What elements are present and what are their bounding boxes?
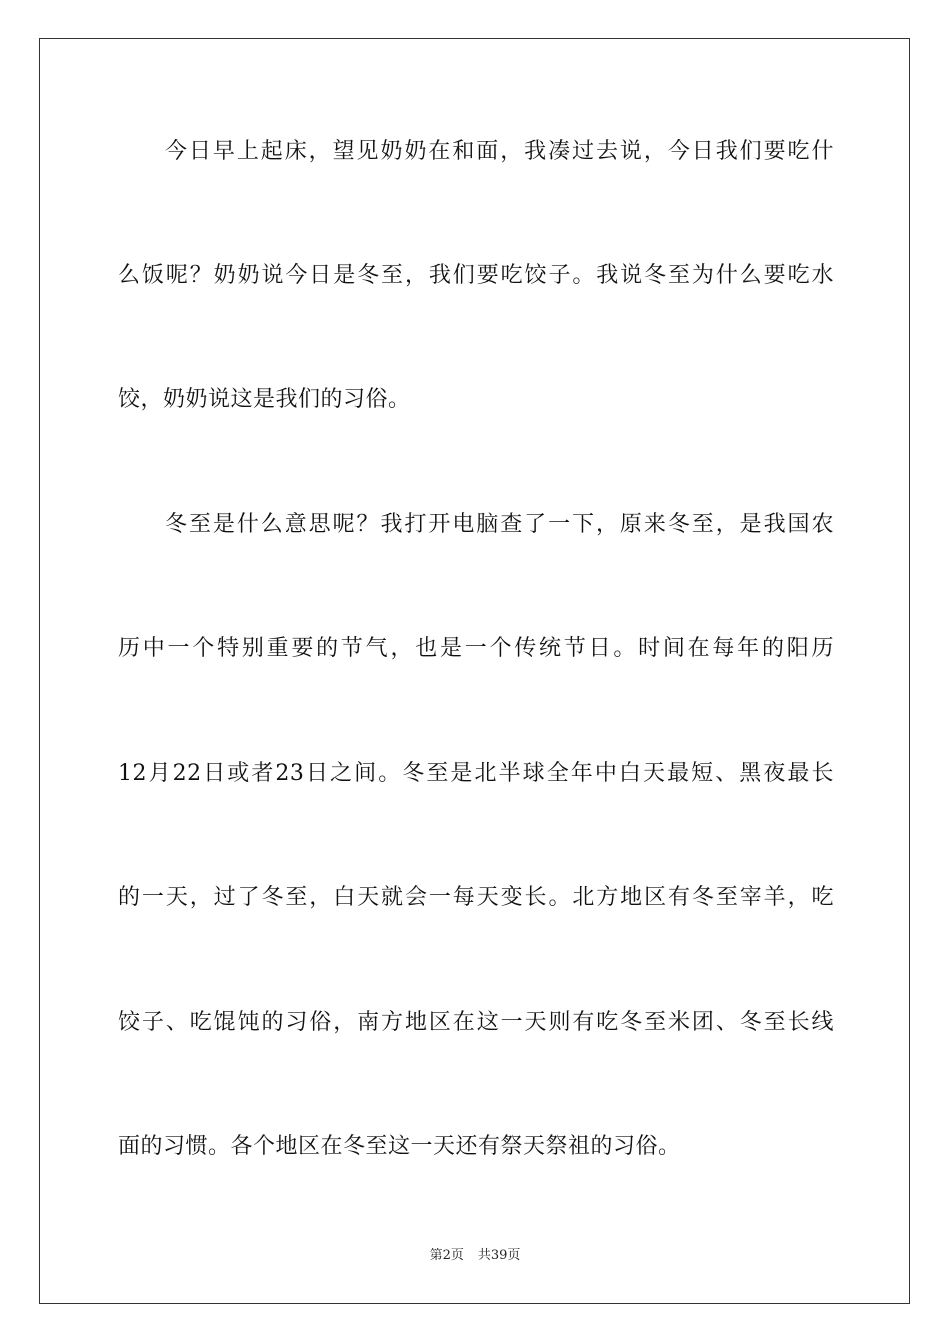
paragraph-1-line-1: 今日早上起床，望见奶奶在和面，我凑过去说，今日我们要吃什 <box>165 139 834 164</box>
paragraph-2-line-6: 面的习惯。各个地区在冬至这一天还有祭天祭祖的习俗。 <box>118 1134 681 1159</box>
page-border <box>39 38 910 1304</box>
page-total: 共39页 <box>477 1248 521 1263</box>
paragraph-2-line-3: 12月22日或者23日之间。冬至是北半球全年中白天最短、黑夜最长 <box>118 761 834 786</box>
paragraph-2-line-4: 的一天，过了冬至，白天就会一每天变长。北方地区有冬至宰羊，吃 <box>118 885 834 910</box>
paragraph-1-line-2: 么饭呢？奶奶说今日是冬至，我们要吃饺子。我说冬至为什么要吃水 <box>118 263 834 288</box>
paragraph-2-line-1: 冬至是什么意思呢？我打开电脑查了一下，原来冬至，是我国农 <box>165 512 834 537</box>
page-number: 第2页 <box>429 1248 464 1263</box>
paragraph-1-line-3: 饺，奶奶说这是我们的习俗。 <box>118 387 411 412</box>
paragraph-2-line-5: 饺子、吃馄饨的习俗，南方地区在这一天则有吃冬至米团、冬至长线 <box>118 1010 834 1035</box>
page-footer <box>0 1248 950 1264</box>
paragraph-2-line-2: 历中一个特别重要的节气，也是一个传统节日。时间在每年的阳历 <box>118 636 834 661</box>
